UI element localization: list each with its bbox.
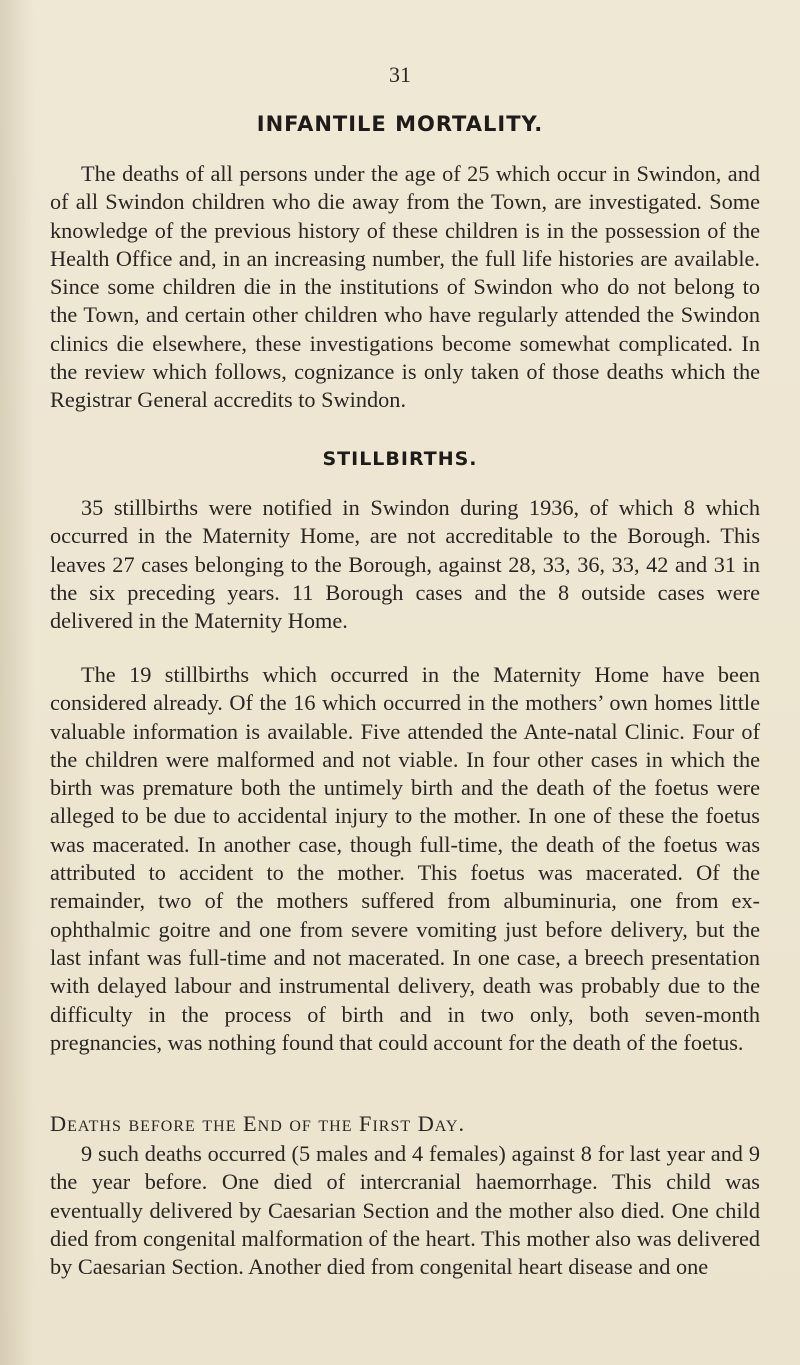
- stillbirths-heading: STILLBIRTHS.: [322, 448, 478, 470]
- page-number: 31: [389, 62, 411, 87]
- stillbirths-paragraph-2: The 19 stillbirths which occurred in the Maternity Home have been considered already. Of the 16 which occurred in the mothers’ own homes little valuable information is available. Five attended the Ante-natal Clinic. Four of the children were malformed and not viable. In four other cases in which the birth was premature both the untimely birth and the death of the foetus were alleged to be due to accidental injury to the mother. In one of these the foetus was macerated. In another case, though full-time, the death of the foetus was attributed to accident to the mother. This foetus was macerated. Of the remainder, two of the mothers suffered from albuminuria, one from ex-ophthalmic goitre and one from severe vomiting just before delivery, but the last infant was full-time and not macerated. In one case, a breech presentation with delayed labour and instrumental delivery, death was probably due to the difficulty in the process of birth and in two only, both seven-month pregnancies, was nothing found that could account for the death of the foetus.: [50, 662, 760, 1055]
- first-day-heading: Deaths before the End of the First Day.: [50, 1111, 466, 1136]
- first-day-paragraph: 9 such deaths occurred (5 males and 4 females) against 8 for last year and 9 the year before. One died of intercranial haemorrhage. This child was eventually delivered by Caesarian Section and the mother also died. One child died from congenital malformation of the heart. This mother also was delivered by Caesarian Section. Another died from congenital heart disease and one: [50, 1141, 760, 1280]
- page-title: INFANTILE MORTALITY.: [256, 112, 544, 136]
- stillbirths-paragraph-1: 35 stillbirths were notified in Swindon during 1936, of which 8 which occurred in the Maternity Home, are not accreditable to the Borough. This leaves 27 cases belonging to the Borough, against 28, 33, 36, 33, 42 and 31 in the six preceding years. 11 Borough cases and the 8 outside cases were delivered in the Maternity Home.: [50, 495, 760, 634]
- intro-paragraph: The deaths of all persons under the age of 25 which occur in Swindon, and of all Swindon children who die away from the Town, are investigated. Some knowledge of the previous history of these children is in the possession of the Health Office and, in an increasing number, the full life histories are available. Since some children die in the institutions of Swindon who do not belong to the Town, and certain other children who have regularly attended the Swindon clinics die elsewhere, these investigations become somewhat complicated. In the review which follows, cognizance is only taken of those deaths which the Registrar General accredits to Swindon.: [50, 161, 760, 413]
